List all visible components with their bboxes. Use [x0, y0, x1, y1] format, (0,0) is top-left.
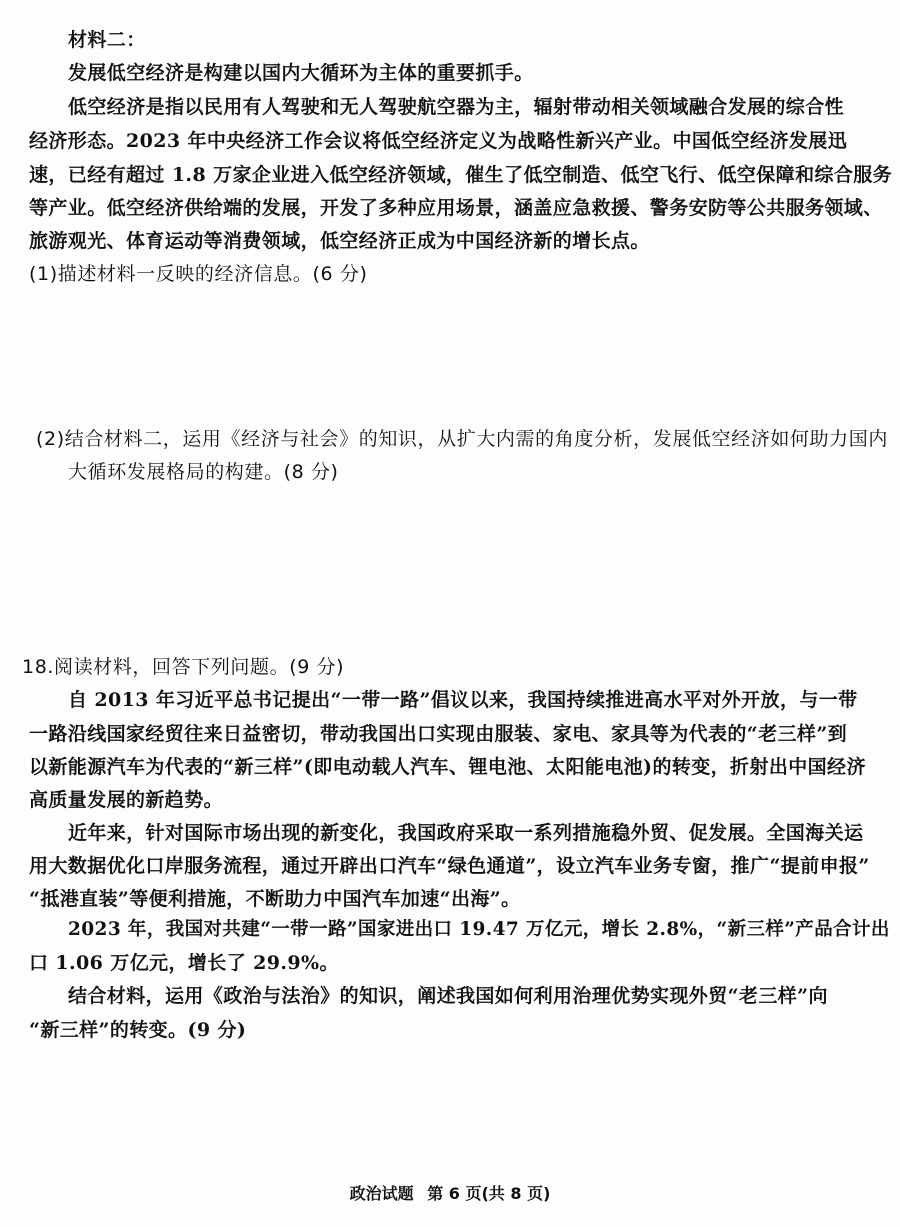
- q18-paragraph-line: 自 2013 年习近平总书记提出“一带一路”倡议以来，我国持续推进高水平对外开放，与一带: [68, 689, 858, 711]
- q18-paragraph-line: 高质量发展的新趋势。: [29, 789, 224, 811]
- material2-title: 发展低空经济是构建以国内大循环为主体的重要抓手。: [68, 62, 534, 84]
- question-1: (1)描述材料一反映的经济信息。(6 分): [29, 263, 368, 285]
- footer-subject: 政治试题: [349, 1184, 414, 1203]
- material2-line: 速，已经有超过 1.8 万家企业进入低空经济领域，催生了低空制造、低空飞行、低空保障和综合服务: [29, 164, 893, 186]
- q18-paragraph-line: 2023 年，我国对共建“一带一路”国家进出口 19.47 万亿元，增长 2.8%，“新三样”产品合计出: [68, 919, 890, 940]
- page-footer: [0, 1181, 900, 1204]
- q18-paragraph-line: “抵港直装”等便利措施，不断助力中国汽车加速“出海”。: [29, 888, 521, 910]
- q18-question-line: 结合材料，运用《政治与法治》的知识，阐述我国如何利用治理优势实现外贸“老三样”向: [68, 985, 828, 1007]
- q18-paragraph-line: 近年来，针对国际市场出现的新变化，我国政府采取一系列措施稳外贸、促发展。全国海关运: [68, 822, 864, 844]
- material2-line: 低空经济是指以民用有人驾驶和无人驾驶航空器为主，辐射带动相关领域融合发展的综合性: [68, 96, 845, 118]
- material2-line: 经济形态。2023 年中央经济工作会议将低空经济定义为战略性新兴产业。中国低空经济发展迅: [29, 130, 848, 152]
- footer-page-number: 第 6 页(共 8 页): [427, 1184, 551, 1203]
- question-2-line2: 大循环发展格局的构建。(8 分): [68, 461, 339, 483]
- question-18-header: 18.阅读材料，回答下列问题。(9 分): [22, 656, 345, 678]
- material2-heading: 材料二：: [68, 29, 146, 51]
- q18-paragraph-line: 一路沿线国家经贸往来日益密切，带动我国出口实现由服装、家电、家具等为代表的“老三样”到: [29, 723, 848, 745]
- q18-paragraph-line: 口 1.06 万亿元，增长了 29.9%。: [29, 952, 339, 974]
- q18-question-line: “新三样”的转变。(9 分): [29, 1019, 247, 1041]
- material2-line: 旅游观光、体育运动等消费领域，低空经济正成为中国经济新的增长点。: [29, 230, 650, 252]
- q18-paragraph-line: 用大数据优化口岸服务流程，通过开辟出口汽车“绿色通道”，设立汽车业务专窗，推广“提前申报”: [29, 855, 870, 877]
- material2-line: 等产业。低空经济供给端的发展，开发了多种应用场景，涵盖应急救援、警务安防等公共服务领域、: [29, 197, 883, 219]
- q18-paragraph-line: 以新能源汽车为代表的“新三样”(即电动载人汽车、锂电池、太阳能电池)的转变，折射出中国经济: [29, 756, 866, 778]
- question-2-line1: (2)结合材料二，运用《经济与社会》的知识，从扩大内需的角度分析，发展低空经济如何助力国内: [36, 428, 888, 450]
